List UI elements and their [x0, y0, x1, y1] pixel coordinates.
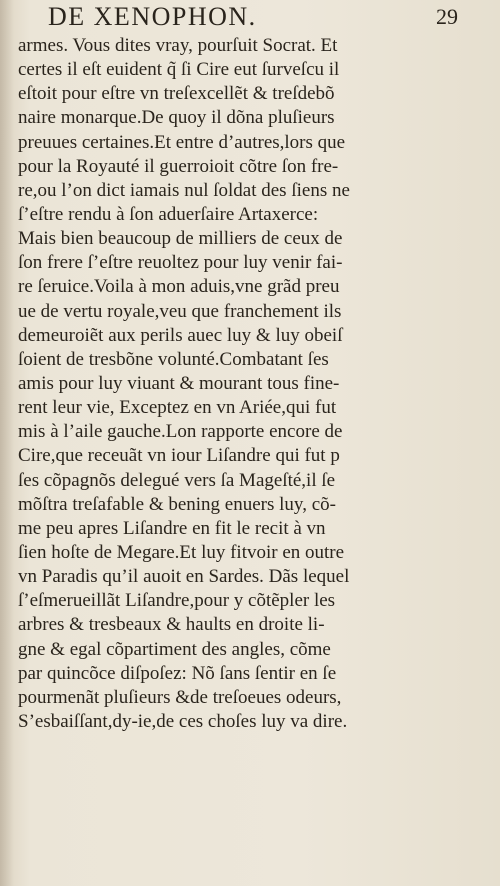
text-line: ſon frere ſ’eſtre reuoltez pour luy venir fai- [18, 252, 343, 274]
text-line: mõſtra treſafable & bening enuers luy, cõ- [18, 493, 336, 515]
text-line: amis pour luy viuant & mourant tous fine- [18, 372, 340, 394]
body-text [18, 34, 418, 734]
text-line: re ſeruice.Voila à mon aduis,vne grãd preu [18, 276, 340, 298]
text-line: pourmenãt pluſieurs &de treſoeues odeurs, [18, 686, 342, 708]
text-line: Cire,que receuãt vn iour Liſandre qui fut p [18, 445, 340, 467]
page-number: 29 [436, 4, 458, 29]
text-line: S’esbaiſſant,dy-ie,de ces choſes luy va dire. [18, 710, 348, 732]
text-line: arbres & tresbeaux & haults en droite li- [18, 614, 325, 636]
gutter-shadow [0, 0, 14, 886]
text-line: re,ou l’on dict iamais nul ſoldat des ſiens ne [18, 179, 350, 201]
text-line: preuues certaines.Et entre d’autres,lors que [18, 131, 346, 153]
text-line: ſoient de tresbõne volunté.Combatant ſes [18, 348, 329, 370]
text-line: ue de vertu royale,veu que franchement ils [18, 300, 342, 322]
text-line: me peu apres Liſandre en fit le recit à vn [18, 517, 326, 539]
page-header [48, 2, 458, 30]
running-head: DE XENOPHON. [48, 2, 257, 31]
text-line: rent leur vie, Exceptez en vn Ariée,qui fut [18, 397, 337, 419]
text-line: mis à l’aile gauche.Lon rapporte encore de [18, 421, 343, 443]
text-line: eſtoit pour eſtre vn treſexcellẽt & treſdebõ [18, 83, 335, 105]
text-line: pour la Royauté il guerroioit cõtre ſon fre- [18, 155, 339, 177]
text-line: ſes cõpagnõs delegué vers ſa Mageſté,il ſe [18, 469, 336, 491]
text-line: par quincõce diſpoſez: Nõ ſans ſentir en ſe [18, 662, 337, 684]
text-line: certes il eſt euident q̃ ſi Cire eut ſurveſcu il [18, 59, 340, 81]
text-line: demeuroiẽt aux perils auec luy & luy obeiſ [18, 324, 343, 346]
text-line: ſ’eſtre rendu à ſon aduerſaire Artaxerce: [18, 203, 319, 225]
text-line: ſ’eſmerueillãt Liſandre,pour y cõtẽpler les [18, 590, 336, 612]
text-line: ſien hoſte de Megare.Et luy fitvoir en outre [18, 541, 345, 563]
text-line: vn Paradis qu’il auoit en Sardes. Dãs lequel [18, 566, 350, 588]
text-line: gne & egal cõpartiment des angles, cõme [18, 638, 331, 660]
text-line: Mais bien beaucoup de milliers de ceux de [18, 228, 343, 250]
text-line: naire monarque.De quoy il dõna pluſieurs [18, 107, 335, 129]
text-line: armes. Vous dites vray, pourſuit Socrat. Et [18, 35, 338, 56]
